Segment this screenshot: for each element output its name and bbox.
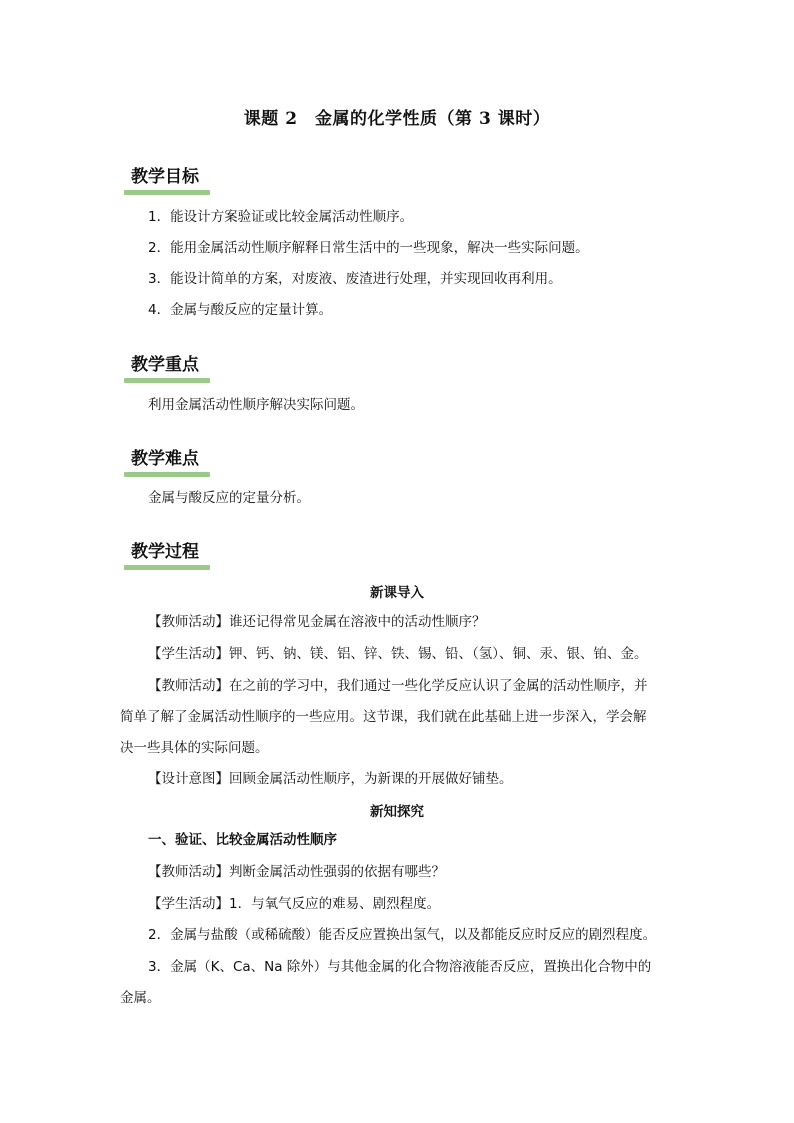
heading-objectives (131, 162, 199, 187)
heading-key-points-label: 教学重点 (131, 355, 199, 375)
heading-process-label: 教学过程 (131, 542, 199, 562)
heading-underline (124, 378, 210, 383)
heading-difficulties (131, 444, 199, 469)
intro-line-5: 决一些具体的实际问题。 (120, 740, 269, 756)
heading-difficulties-label: 教学难点 (131, 449, 199, 469)
difficulties-text: 金属与酸反应的定量分析。 (148, 490, 310, 506)
intro-line-2: 【学生活动】钾、钙、钠、镁、铝、锌、铁、锡、铅、（氢）、铜、汞、银、铂、金。 (148, 646, 648, 662)
heading-underline (124, 190, 210, 195)
objective-item-1: 1．能设计方案验证或比较金属活动性顺序。 (148, 209, 414, 225)
objective-item-2: 2．能用金属活动性顺序解释日常生活中的一些现象，解决一些实际问题。 (148, 240, 589, 256)
intro-line-4: 简单了解了金属活动性顺序的一些应用。这节课，我们就在此基础上进一步深入，学会解 (120, 709, 647, 725)
objective-item-3: 3．能设计简单的方案，对废液、废渣进行处理，并实现回收再利用。 (148, 271, 562, 287)
explore-title: 新知探究 (370, 804, 424, 820)
key-points-text: 利用金属活动性顺序解决实际问题。 (148, 397, 364, 413)
page-title: 课题 2 金属的化学性质（第 3 课时） (243, 109, 551, 129)
heading-key-points (131, 350, 199, 375)
intro-title: 新课导入 (370, 585, 424, 601)
heading-underline (124, 472, 210, 477)
heading-underline (124, 565, 210, 570)
heading-process (131, 537, 199, 562)
explore-line-3: 2．金属与盐酸（或稀硫酸）能否反应置换出氢气，以及都能反应时反应的剧烈程度。 (148, 927, 657, 943)
subsection-title: 一、验证、比较金属活动性顺序 (148, 832, 337, 848)
objective-item-4: 4．金属与酸反应的定量计算。 (148, 302, 333, 318)
intro-line-6: 【设计意图】回顾金属活动性顺序，为新课的开展做好铺垫。 (148, 771, 513, 787)
intro-line-3: 【教师活动】在之前的学习中，我们通过一些化学反应认识了金属的活动性顺序，并 (148, 678, 648, 694)
heading-objectives-label: 教学目标 (131, 167, 199, 187)
explore-line-2: 【学生活动】1．与氧气反应的难易、剧烈程度。 (148, 896, 441, 912)
explore-line-1: 【教师活动】判断金属活动性强弱的依据有哪些？ (148, 864, 445, 880)
explore-line-4: 3．金属（K、Ca、Na 除外）与其他金属的化合物溶液能否反应，置换出化合物中的 (148, 959, 652, 975)
intro-line-1: 【教师活动】谁还记得常见金属在溶液中的活动性顺序？ (148, 614, 486, 630)
explore-line-5: 金属。 (120, 990, 161, 1006)
